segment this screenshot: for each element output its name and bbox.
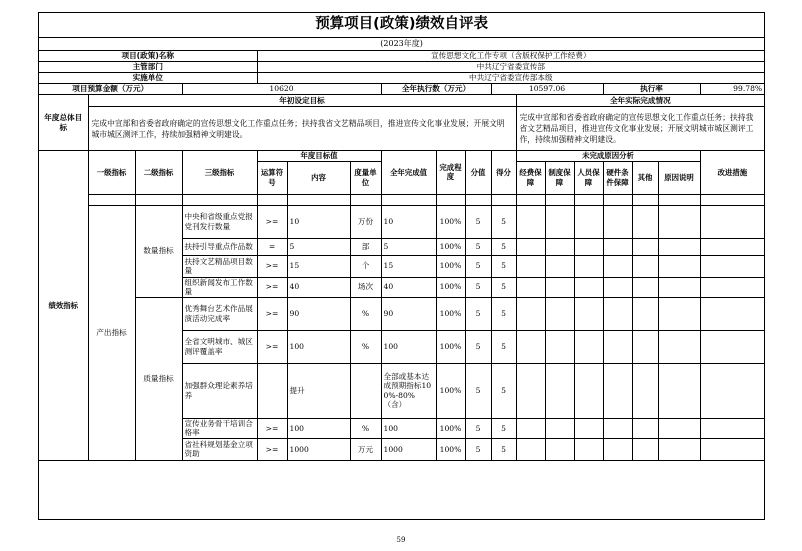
blank-cell bbox=[700, 255, 764, 277]
indicator-operator: >= bbox=[257, 205, 287, 238]
blank-cell bbox=[700, 194, 764, 205]
indicator-score: 5 bbox=[491, 205, 516, 238]
indicator-completion: 100% bbox=[436, 297, 465, 330]
indicator-score: 5 bbox=[491, 238, 516, 255]
blank-cell bbox=[574, 363, 603, 418]
indicator-full-score: 5 bbox=[465, 363, 491, 418]
blank-cell bbox=[700, 363, 764, 418]
blank-cell bbox=[632, 330, 658, 363]
blank-cell bbox=[632, 194, 658, 205]
reason-staff-header: 人员保障 bbox=[574, 161, 603, 194]
indicator-completion: 100% bbox=[436, 438, 465, 460]
indicator-score: 5 bbox=[491, 330, 516, 363]
indicator-completion: 100% bbox=[436, 418, 465, 438]
blank-cell bbox=[658, 255, 700, 277]
indicator-name: 加强群众理论素养培养 bbox=[182, 363, 257, 418]
blank-cell bbox=[545, 277, 574, 297]
blank-cell bbox=[516, 297, 545, 330]
blank-cell bbox=[700, 205, 764, 238]
reason-desc-header: 原因说明 bbox=[658, 161, 700, 194]
blank-cell bbox=[574, 330, 603, 363]
indicator-operator: >= bbox=[257, 418, 287, 438]
blank-cell bbox=[516, 238, 545, 255]
indicator-completion: 100% bbox=[436, 255, 465, 277]
blank-cell bbox=[350, 194, 381, 205]
blank-cell bbox=[603, 255, 632, 277]
level2-header: 二级指标 bbox=[135, 151, 182, 195]
indicator-name: 扶持文艺精品项目数量 bbox=[182, 255, 257, 277]
reason-analysis-header: 未完成原因分析 bbox=[516, 151, 700, 162]
level1-cell-top bbox=[88, 194, 135, 205]
indicator-actual: 100 bbox=[381, 418, 436, 438]
exec-label: 全年执行数（万元） bbox=[381, 84, 491, 95]
initial-goals-header: 年初设定目标 bbox=[88, 95, 516, 107]
blank-cell bbox=[658, 194, 700, 205]
dept-label: 主管部门 bbox=[39, 62, 257, 73]
indicator-unit: 个 bbox=[350, 255, 381, 277]
blank-cell bbox=[632, 297, 658, 330]
indicator-unit: 万份 bbox=[350, 205, 381, 238]
reason-other-header: 其他 bbox=[632, 161, 658, 194]
indicator-score: 5 bbox=[491, 363, 516, 418]
blank-cell bbox=[574, 297, 603, 330]
project-name-value: 宣传思想文化工作专项（含版权保护工作经费） bbox=[257, 51, 764, 62]
indicator-content: 100 bbox=[287, 418, 350, 438]
table-row bbox=[39, 205, 764, 238]
indicator-operator: = bbox=[257, 238, 287, 255]
blank-cell bbox=[700, 277, 764, 297]
blank-cell bbox=[574, 255, 603, 277]
indicator-full-score: 5 bbox=[465, 438, 491, 460]
blank-cell bbox=[574, 205, 603, 238]
indicator-unit: % bbox=[350, 330, 381, 363]
blank-cell bbox=[545, 238, 574, 255]
indicator-name: 全省文明城市、城区测评覆盖率 bbox=[182, 330, 257, 363]
rate-value: 99.78% bbox=[700, 84, 764, 95]
reason-funding-header: 经费保障 bbox=[516, 161, 545, 194]
blank-cell bbox=[545, 418, 574, 438]
indicator-score: 5 bbox=[491, 418, 516, 438]
operator-header: 运算符号 bbox=[257, 161, 287, 194]
indicator-unit bbox=[350, 363, 381, 418]
blank-cell bbox=[574, 418, 603, 438]
blank-cell bbox=[381, 194, 436, 205]
indicator-completion: 100% bbox=[436, 363, 465, 418]
blank-cell bbox=[545, 297, 574, 330]
indicator-unit: 场次 bbox=[350, 277, 381, 297]
budget-value: 10620 bbox=[182, 84, 381, 95]
blank-cell bbox=[658, 438, 700, 460]
indicator-full-score: 5 bbox=[465, 255, 491, 277]
level1-header: 一级指标 bbox=[88, 151, 135, 195]
blank-cell bbox=[603, 238, 632, 255]
blank-cell bbox=[632, 277, 658, 297]
evaluation-sheet bbox=[38, 12, 765, 520]
blank-cell bbox=[603, 438, 632, 460]
blank-cell bbox=[545, 194, 574, 205]
sheet-title: 预算项目(政策)绩效自评表 bbox=[39, 13, 764, 38]
indicator-actual: 100 bbox=[381, 330, 436, 363]
indicator-content: 15 bbox=[287, 255, 350, 277]
indicator-content: 100 bbox=[287, 330, 350, 363]
blank-cell bbox=[603, 363, 632, 418]
exec-value: 10597.06 bbox=[491, 84, 603, 95]
indicator-content: 10 bbox=[287, 205, 350, 238]
blank-cell bbox=[658, 330, 700, 363]
blank-cell bbox=[603, 194, 632, 205]
blank-cell bbox=[700, 330, 764, 363]
blank-cell bbox=[574, 238, 603, 255]
blank-cell bbox=[465, 194, 491, 205]
indicator-full-score: 5 bbox=[465, 238, 491, 255]
indicator-actual: 15 bbox=[381, 255, 436, 277]
performance-section-label: 绩效指标 bbox=[39, 151, 88, 461]
blank-cell bbox=[658, 277, 700, 297]
blank-cell bbox=[516, 363, 545, 418]
indicator-full-score: 5 bbox=[465, 418, 491, 438]
rate-label: 执行率 bbox=[603, 84, 700, 95]
indicator-operator: >= bbox=[257, 277, 287, 297]
indicator-full-score: 5 bbox=[465, 330, 491, 363]
level3-header: 三级指标 bbox=[182, 151, 257, 195]
blank-cell bbox=[545, 363, 574, 418]
improvement-header: 改进措施 bbox=[700, 151, 764, 195]
indicator-score: 5 bbox=[491, 255, 516, 277]
blank-cell bbox=[491, 194, 516, 205]
unit-header: 度量单位 bbox=[350, 161, 381, 194]
level2-cell: 数量指标 bbox=[135, 205, 182, 297]
level2-cell: 质量指标 bbox=[135, 297, 182, 460]
blank-cell bbox=[700, 297, 764, 330]
blank-cell bbox=[516, 418, 545, 438]
sheet-year: (2023年度) bbox=[39, 38, 764, 51]
indicator-name: 中央和省级重点党报党刊发行数量 bbox=[182, 205, 257, 238]
content-header: 内容 bbox=[287, 161, 350, 194]
blank-cell bbox=[574, 194, 603, 205]
indicator-operator bbox=[257, 363, 287, 418]
initial-goals-text: 完成中宣部和省委省政府确定的宣传思想文化工作重点任务；扶持我省文艺精品项目，推进宣传文化事业发展；开展文明城市城区测评工作，持续加强精神文明建设。 bbox=[88, 107, 516, 151]
blank-cell bbox=[574, 438, 603, 460]
indicator-completion: 100% bbox=[436, 205, 465, 238]
actual-goals-header: 全年实际完成情况 bbox=[516, 95, 764, 107]
indicator-actual: 10 bbox=[381, 205, 436, 238]
blank-cell bbox=[182, 194, 257, 205]
dept-value: 中共辽宁省委宣传部 bbox=[257, 62, 764, 73]
indicator-completion: 100% bbox=[436, 238, 465, 255]
blank-cell bbox=[516, 255, 545, 277]
unit-value: 中共辽宁省委宣传部本级 bbox=[257, 73, 764, 84]
indicator-unit: % bbox=[350, 418, 381, 438]
blank-cell bbox=[603, 205, 632, 238]
budget-label: 项目预算金额（万元） bbox=[39, 84, 182, 95]
blank-cell bbox=[436, 194, 465, 205]
blank-cell bbox=[658, 297, 700, 330]
indicator-completion: 100% bbox=[436, 277, 465, 297]
indicator-content: 1000 bbox=[287, 438, 350, 460]
indicator-content: 5 bbox=[287, 238, 350, 255]
blank-cell bbox=[658, 238, 700, 255]
indicator-name: 组织新闻发布工作数量 bbox=[182, 277, 257, 297]
page-number: 59 bbox=[396, 536, 406, 544]
indicator-score: 5 bbox=[491, 277, 516, 297]
level2-cell-top bbox=[135, 194, 182, 205]
level1-output-cell: 产出指标 bbox=[88, 205, 135, 460]
blank-cell bbox=[516, 194, 545, 205]
blank-cell bbox=[545, 205, 574, 238]
score-header: 得分 bbox=[491, 151, 516, 195]
indicator-actual: 40 bbox=[381, 277, 436, 297]
blank-cell bbox=[516, 438, 545, 460]
blank-cell bbox=[516, 330, 545, 363]
completion-header: 完成程度 bbox=[436, 151, 465, 195]
indicator-completion: 100% bbox=[436, 330, 465, 363]
goals-section-label: 年度总体目标 bbox=[39, 95, 88, 151]
blank-cell bbox=[545, 255, 574, 277]
indicator-name: 宣传业务骨干培训合格率 bbox=[182, 418, 257, 438]
full-score-header: 分值 bbox=[465, 151, 491, 195]
blank-cell bbox=[603, 297, 632, 330]
blank-cell bbox=[632, 255, 658, 277]
blank-cell bbox=[516, 205, 545, 238]
blank-cell bbox=[603, 277, 632, 297]
indicator-content: 提升 bbox=[287, 363, 350, 418]
blank-cell bbox=[700, 438, 764, 460]
evaluation-table bbox=[39, 13, 764, 461]
indicator-full-score: 5 bbox=[465, 297, 491, 330]
actual-value-header: 全年完成值 bbox=[381, 151, 436, 195]
table-row bbox=[39, 297, 764, 330]
blank-cell bbox=[257, 194, 287, 205]
blank-cell bbox=[632, 238, 658, 255]
indicator-operator: >= bbox=[257, 255, 287, 277]
indicator-actual: 5 bbox=[381, 238, 436, 255]
blank-cell bbox=[632, 438, 658, 460]
indicator-operator: >= bbox=[257, 330, 287, 363]
indicator-full-score: 5 bbox=[465, 277, 491, 297]
blank-cell bbox=[658, 363, 700, 418]
indicator-operator: >= bbox=[257, 438, 287, 460]
indicator-actual: 90 bbox=[381, 297, 436, 330]
blank-cell bbox=[545, 330, 574, 363]
unit-label: 实施单位 bbox=[39, 73, 257, 84]
indicator-content: 40 bbox=[287, 277, 350, 297]
blank-cell bbox=[700, 418, 764, 438]
blank-cell bbox=[603, 330, 632, 363]
blank-cell bbox=[287, 194, 350, 205]
blank-cell bbox=[603, 418, 632, 438]
indicator-score: 5 bbox=[491, 438, 516, 460]
blank-cell bbox=[516, 277, 545, 297]
indicator-actual: 1000 bbox=[381, 438, 436, 460]
indicator-name: 优秀舞台艺术作品展演活动完成率 bbox=[182, 297, 257, 330]
actual-goals-text: 完成中宣部和省委省政府确定的宣传思想文化工作重点任务；扶持我省文艺精品项目，推进宣传文化事业发展；开展文明城市城区测评工作，持续加强精神文明建设。 bbox=[516, 107, 764, 151]
blank-cell bbox=[700, 238, 764, 255]
indicator-actual: 全部或基本达成预期指标100%-80%（含） bbox=[381, 363, 436, 418]
blank-cell bbox=[658, 205, 700, 238]
blank-cell bbox=[632, 205, 658, 238]
blank-cell bbox=[632, 363, 658, 418]
blank-cell bbox=[545, 438, 574, 460]
reason-hardware-header: 硬件条件保障 bbox=[603, 161, 632, 194]
blank-cell bbox=[632, 418, 658, 438]
indicator-name: 省社科规划基金立项资助 bbox=[182, 438, 257, 460]
indicator-operator: >= bbox=[257, 297, 287, 330]
blank-cell bbox=[574, 277, 603, 297]
indicator-score: 5 bbox=[491, 297, 516, 330]
indicator-unit: 万元 bbox=[350, 438, 381, 460]
indicator-unit: % bbox=[350, 297, 381, 330]
reason-system-header: 制度保障 bbox=[545, 161, 574, 194]
blank-cell bbox=[658, 418, 700, 438]
project-name-label: 项目(政策)名称 bbox=[39, 51, 257, 62]
indicator-full-score: 5 bbox=[465, 205, 491, 238]
indicator-content: 90 bbox=[287, 297, 350, 330]
indicator-name: 扶持引导重点作品数 bbox=[182, 238, 257, 255]
year-target-header: 年度目标值 bbox=[257, 151, 381, 162]
indicator-unit: 部 bbox=[350, 238, 381, 255]
